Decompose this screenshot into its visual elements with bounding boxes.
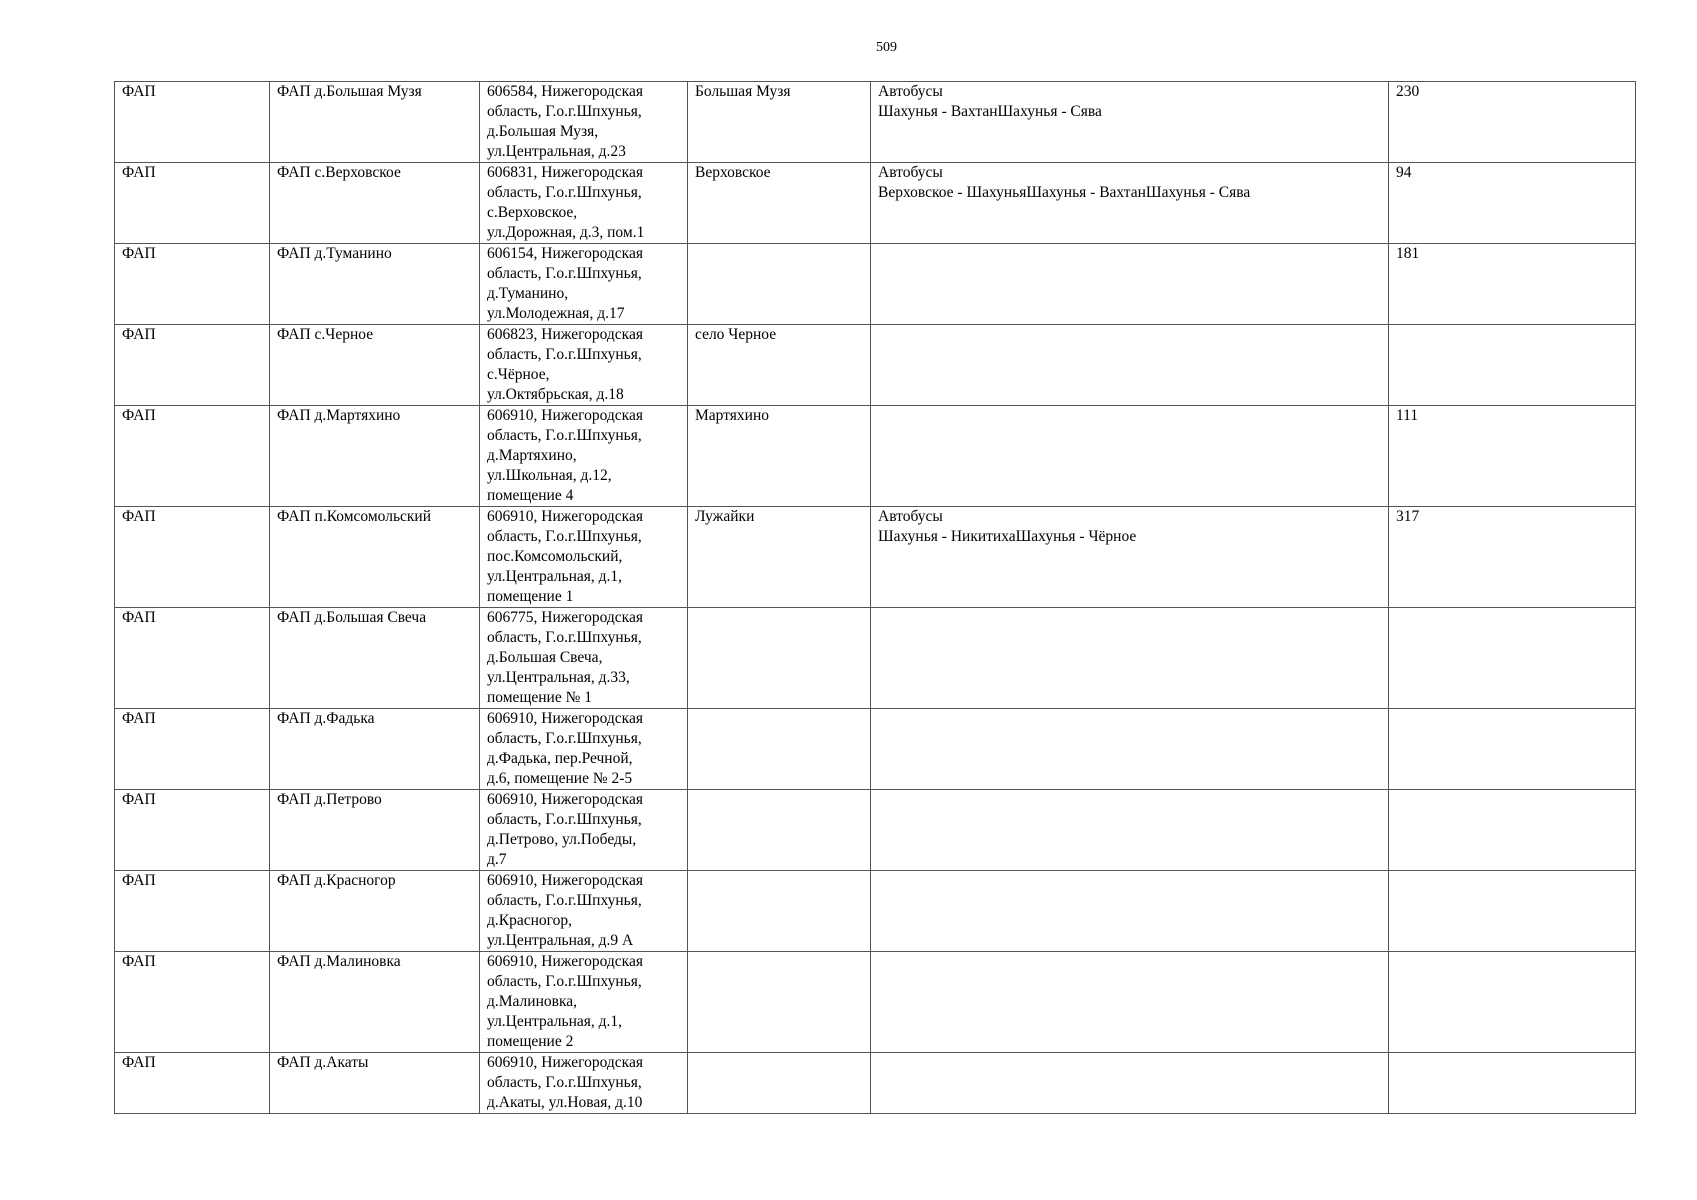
- cell-name: ФАП д.Большая Музя: [270, 82, 480, 163]
- cell-value: [1389, 325, 1636, 406]
- table-row: [115, 325, 1636, 406]
- cell-transport: [871, 952, 1389, 1053]
- cell-value: [1389, 1053, 1636, 1114]
- cell-locality: [688, 790, 871, 871]
- cell-locality: Мартяхино: [688, 406, 871, 507]
- table-row: [115, 709, 1636, 790]
- cell-type: ФАП: [115, 163, 270, 244]
- cell-name: ФАП д.Петрово: [270, 790, 480, 871]
- cell-value: [1389, 608, 1636, 709]
- cell-address: 606823, Нижегородская область, Г.о.г.Шпхунья, с.Чёрное, ул.Октябрьская, д.18: [480, 325, 688, 406]
- facility-table: [114, 81, 1636, 1114]
- cell-locality: [688, 871, 871, 952]
- cell-address: 606910, Нижегородская область, Г.о.г.Шпхунья, д.Красногор, ул.Центральная, д.9 А: [480, 871, 688, 952]
- cell-name: ФАП д.Фадька: [270, 709, 480, 790]
- cell-name: ФАП с.Черное: [270, 325, 480, 406]
- table-row: [115, 1053, 1636, 1114]
- table-row: [115, 507, 1636, 608]
- cell-locality: [688, 709, 871, 790]
- table-row: [115, 406, 1636, 507]
- table-row: [115, 163, 1636, 244]
- cell-transport: Автобусы Шахунья - ВахтанШахунья - Сява: [871, 82, 1389, 163]
- cell-locality: [688, 608, 871, 709]
- table-row: [115, 952, 1636, 1053]
- cell-value: 111: [1389, 406, 1636, 507]
- cell-type: ФАП: [115, 952, 270, 1053]
- cell-transport: Автобусы Верховское - ШахуньяШахунья - ВахтанШахунья - Сява: [871, 163, 1389, 244]
- cell-transport: [871, 608, 1389, 709]
- cell-value: [1389, 709, 1636, 790]
- cell-value: 181: [1389, 244, 1636, 325]
- cell-locality: [688, 244, 871, 325]
- cell-address: 606910, Нижегородская область, Г.о.г.Шпхунья, пос.Комсомольский, ул.Центральная, д.1, помещение 1: [480, 507, 688, 608]
- cell-locality: [688, 1053, 871, 1114]
- cell-locality: Верховское: [688, 163, 871, 244]
- page-number: 509: [876, 40, 897, 55]
- cell-address: 606910, Нижегородская область, Г.о.г.Шпхунья, д.Малиновка, ул.Центральная, д.1, помещение 2: [480, 952, 688, 1053]
- cell-locality: село Черное: [688, 325, 871, 406]
- cell-name: ФАП д.Акаты: [270, 1053, 480, 1114]
- cell-type: ФАП: [115, 507, 270, 608]
- cell-name: ФАП д.Туманино: [270, 244, 480, 325]
- cell-type: ФАП: [115, 1053, 270, 1114]
- cell-address: 606910, Нижегородская область, Г.о.г.Шпхунья, д.Мартяхино, ул.Школьная, д.12, помещение 4: [480, 406, 688, 507]
- cell-type: ФАП: [115, 608, 270, 709]
- cell-address: 606831, Нижегородская область, Г.о.г.Шпхунья, с.Верховское, ул.Дорожная, д.3, пом.1: [480, 163, 688, 244]
- cell-address: 606910, Нижегородская область, Г.о.г.Шпхунья, д.Фадька, пер.Речной, д.6, помещение № 2-5: [480, 709, 688, 790]
- cell-value: 94: [1389, 163, 1636, 244]
- cell-address: 606910, Нижегородская область, Г.о.г.Шпхунья, д.Акаты, ул.Новая, д.10: [480, 1053, 688, 1114]
- cell-transport: [871, 709, 1389, 790]
- table-row: [115, 82, 1636, 163]
- cell-name: ФАП с.Верховское: [270, 163, 480, 244]
- cell-value: [1389, 952, 1636, 1053]
- cell-transport: [871, 1053, 1389, 1114]
- cell-address: 606584, Нижегородская область, Г.о.г.Шпхунья, д.Большая Музя, ул.Центральная, д.23: [480, 82, 688, 163]
- cell-locality: Лужайки: [688, 507, 871, 608]
- cell-type: ФАП: [115, 790, 270, 871]
- cell-value: [1389, 871, 1636, 952]
- cell-type: ФАП: [115, 82, 270, 163]
- cell-transport: [871, 325, 1389, 406]
- cell-address: 606910, Нижегородская область, Г.о.г.Шпхунья, д.Петрово, ул.Победы, д.7: [480, 790, 688, 871]
- table-row: [115, 608, 1636, 709]
- cell-transport: [871, 790, 1389, 871]
- table-row: [115, 790, 1636, 871]
- cell-value: 230: [1389, 82, 1636, 163]
- cell-type: ФАП: [115, 406, 270, 507]
- cell-address: 606775, Нижегородская область, Г.о.г.Шпхунья, д.Большая Свеча, ул.Центральная, д.33, помещение № 1: [480, 608, 688, 709]
- cell-type: ФАП: [115, 871, 270, 952]
- cell-value: [1389, 790, 1636, 871]
- cell-name: ФАП п.Комсомольский: [270, 507, 480, 608]
- cell-transport: [871, 871, 1389, 952]
- cell-name: ФАП д.Большая Свеча: [270, 608, 480, 709]
- cell-name: ФАП д.Мартяхино: [270, 406, 480, 507]
- cell-transport: Автобусы Шахунья - НикитихаШахунья - Чёрное: [871, 507, 1389, 608]
- cell-address: 606154, Нижегородская область, Г.о.г.Шпхунья, д.Туманино, ул.Молодежная, д.17: [480, 244, 688, 325]
- cell-transport: [871, 406, 1389, 507]
- table-row: [115, 871, 1636, 952]
- cell-name: ФАП д.Красногор: [270, 871, 480, 952]
- table-row: [115, 244, 1636, 325]
- cell-type: ФАП: [115, 244, 270, 325]
- cell-transport: [871, 244, 1389, 325]
- cell-value: 317: [1389, 507, 1636, 608]
- cell-locality: [688, 952, 871, 1053]
- cell-locality: Большая Музя: [688, 82, 871, 163]
- cell-type: ФАП: [115, 325, 270, 406]
- cell-type: ФАП: [115, 709, 270, 790]
- cell-name: ФАП д.Малиновка: [270, 952, 480, 1053]
